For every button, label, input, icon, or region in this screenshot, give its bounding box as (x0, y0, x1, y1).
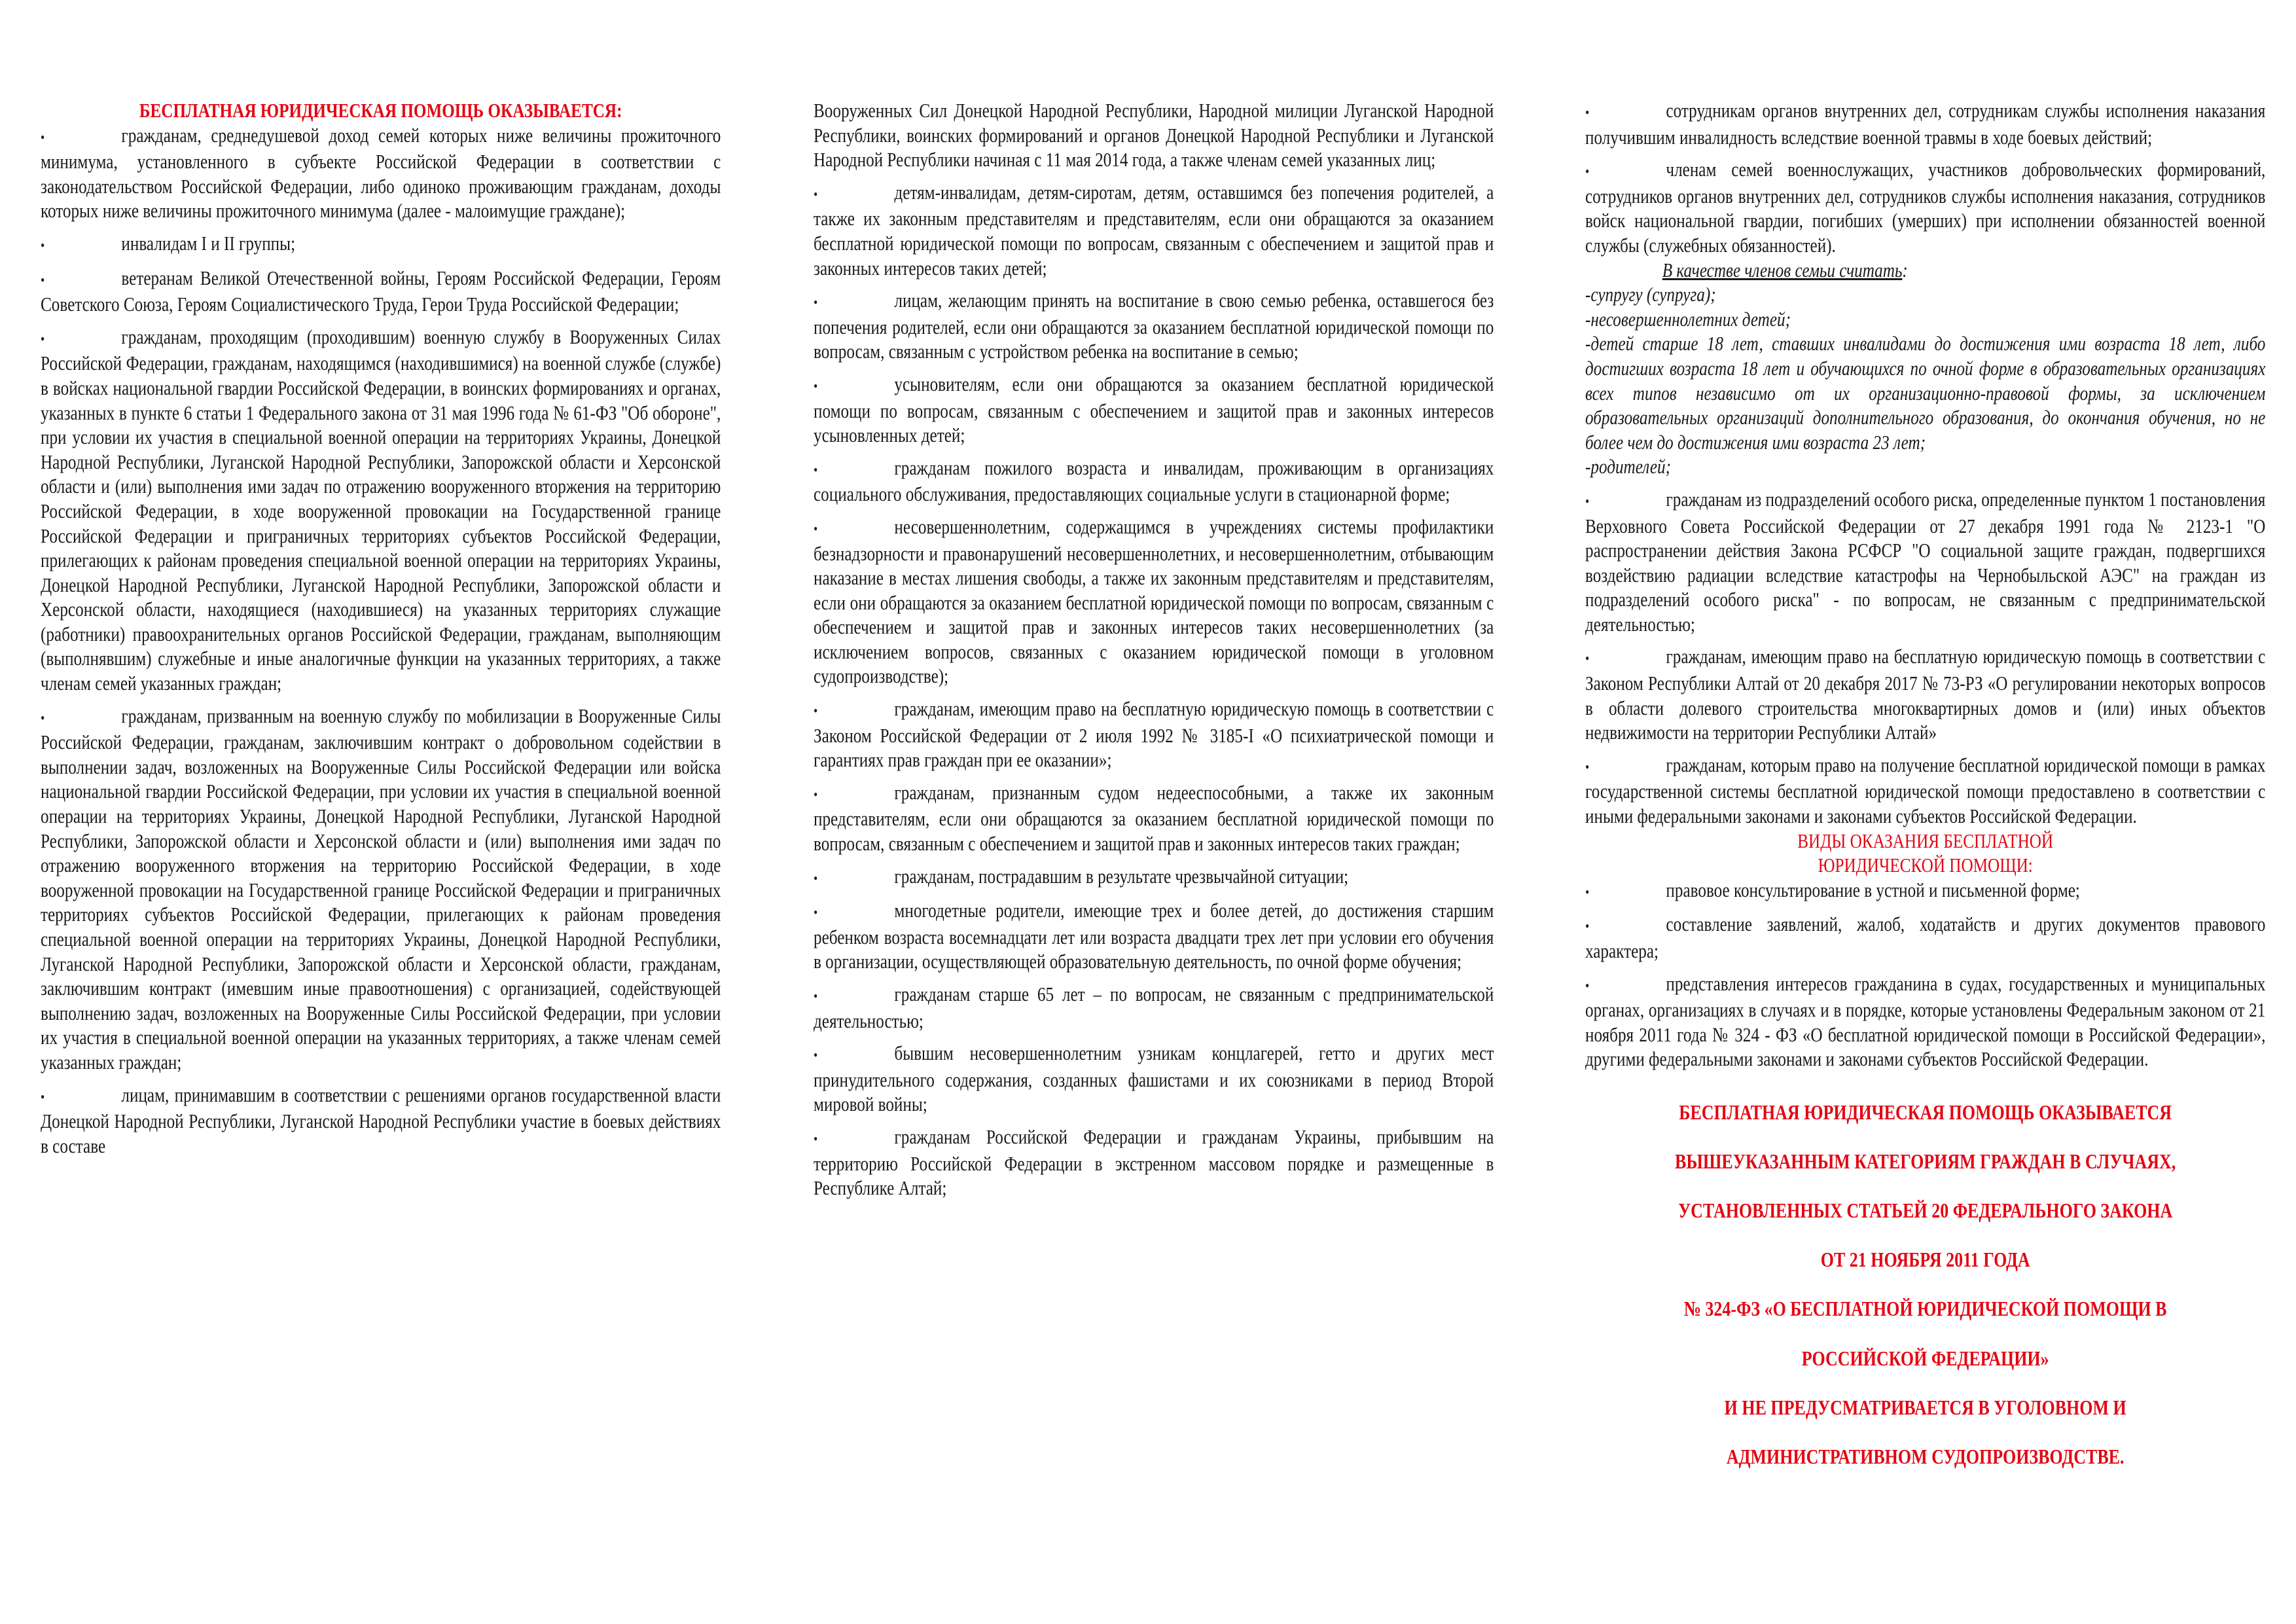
list-item-text: гражданам, проходящим (проходившим) военную службу в Вооруженных Силах Российской Федерации, гражданам, находящимся (находившимися) на военной службе (службе) в войсках национальной гвардии Российской Федерации, в воинских формированиях и органах, указанных в пункте 6 статьи 1 Федерального закона от 31 мая 1996 года № 61-ФЗ "Об обороне", при условии их участия в специальной военной операции на территориях Украины, Донецкой Народной Республики, Луганской Народной Республики, Запорожской области и Херсонской области и (или) выполнения ими задач по отражению вооруженного вторжения на территорию Российской Федерации, в ходе вооруженной провокации на Государственной границе Российской Федерации и приграничных территориях субъектов Российской Федерации, прилегающих к районам проведения специальной военной операции на территориях Украины, Донецкой Народной Республики, Луганской Народной Республики, Запорожской области и Херсонской области, находящиеся (находившиеся) на указанных территориях служащие (работники) правоохранительных органов Российской Федерации, гражданам, выполняющим (выполнявшим) служебные и иные аналогичные функции на указанных территориях, а также членам семей указанных граждан; (41, 325, 721, 695)
bullet-icon: • (41, 1088, 45, 1105)
bullet-icon: • (1585, 163, 1590, 180)
list-item-text: правовое консультирование в устной и письменной форме; (1666, 878, 2080, 901)
list-item-text: гражданам, имеющим право на бесплатную юридическую помощь в соответствии с Законом Российской Федерации от 2 июля 1992 № 3185-I «О психиатрической помощи и гарантиях прав граждан при ее оказании»; (814, 697, 1494, 772)
list-item-text: гражданам, признанным судом недееспособными, а также их законным представителям, если они обращаются за оказанием бесплатной юридической помощи по вопросам, связанным с обеспечением и защитой прав и законных интересов таких граждан; (814, 780, 1494, 856)
list-item-text: гражданам из подразделений особого риска, определенные пунктом 1 постановления Верховного Совета Российской Федерации от 27 декабря 1991 года № 2123-1 "О распространении действия Закона РСФСР "О социальной защите граждан, подвергшихся воздействию радиации вследствие катастрофы на Чернобыльской АЭС" на граждан из подразделений особого риска" - по вопросам, не связанным с предпринимательской деятельностью; (1585, 487, 2266, 636)
list-item (41, 266, 721, 317)
list-item (814, 288, 1494, 364)
list-item-text: гражданам, среднедушевой доход семей которых ниже величины прожиточного минимума, установленного в субъекте Российской Федерации в соответствии с законодательством Российской Федерации, либо одиноко проживающим гражданам, доходы которых ниже величины прожиточного минимума (далее - малоимущие граждане); (41, 123, 721, 223)
bullet-icon: • (41, 709, 45, 726)
list-item-text: ветеранам Великой Отечественной войны, Героям Российской Федерации, Героям Советского Союза, Героям Социалистического Труда, Герои Труда Российской Федерации; (41, 266, 721, 316)
types-heading-line: ВИДЫ ОКАЗАНИЯ БЕСПЛАТНОЙ (1797, 829, 2054, 852)
bullet-icon: • (41, 236, 45, 253)
list-item (41, 1083, 721, 1159)
bullet-icon: • (1585, 492, 1590, 509)
list-item (1585, 753, 2265, 829)
list-item-text: гражданам, пострадавшим в результате чрезвычайной ситуации; (894, 864, 1349, 888)
final-note-line: РОССИЙСКОЙ ФЕДЕРАЦИИ» (1801, 1346, 2049, 1370)
list-item (814, 514, 1494, 689)
list-item-text: составление заявлений, жалоб, ходатайств и других документов правового характера; (1585, 912, 2266, 962)
list-item-text: представления интересов гражданина в судах, государственных и муниципальных органах, организациях в случаях и в порядке, которые установлены Федеральным законом от 21 ноября 2011 года № 324 - ФЗ «О бесплатной юридической помощи в Российской Федерации», другими федеральными законами и законами субъектов Российской Федерации. (1585, 971, 2266, 1071)
final-note-line: ОТ 21 НОЯБРЯ 2011 ГОДА (1820, 1248, 2030, 1272)
list-item (41, 325, 721, 696)
list-item-text: гражданам старше 65 лет – по вопросам, не связанным с предпринимательской деятельностью; (814, 983, 1494, 1032)
bullet-icon: • (1585, 758, 1590, 775)
list-item (814, 864, 1494, 891)
column-left (41, 98, 721, 1166)
eligible-list-part2 (814, 180, 1494, 1200)
list-item-text: бывшим несовершеннолетним узникам концлагерей, гетто и других мест принудительного содержания, созданных фашистами и их союзниками в период Второй мировой войны; (814, 1041, 1494, 1116)
column-middle (814, 98, 1494, 1208)
bullet-icon: • (1585, 918, 1590, 935)
bullet-icon: • (1585, 650, 1590, 667)
list-item (814, 898, 1494, 974)
bullet-icon: • (814, 1130, 818, 1147)
family-members-section (1585, 258, 2265, 479)
list-item-text: гражданам, которым право на получение бесплатной юридической помощи в рамках государственной системы бесплатной юридической помощи предоставлено в соответствии с иными федеральными законами и законами субъектов Российской Федерации. (1585, 753, 2266, 828)
eligible-list-part3 (1585, 98, 2265, 258)
family-member-item: -супругу (супруга); (1585, 283, 1716, 306)
bullet-icon: • (814, 185, 818, 202)
bullet-icon: • (814, 904, 818, 921)
list-item (1585, 157, 2265, 257)
list-item (1585, 971, 2265, 1072)
bullet-icon: • (1585, 977, 1590, 994)
bullet-icon: • (41, 271, 45, 288)
family-members-title: В качестве членов семьи считать: (1662, 258, 1908, 281)
list-item (41, 704, 721, 1075)
list-item-text: лицам, желающим принять на воспитание в свою семью ребенка, оставшегося без попечения родителей, если они обращаются за оказанием бесплатной юридической помощи по вопросам, связанным с устройством ребенка на воспитание в семью; (814, 289, 1494, 363)
final-note-line: № 324-ФЗ «О БЕСПЛАТНОЙ ЮРИДИЧЕСКОЙ ПОМОЩИ В (1683, 1297, 2167, 1321)
final-note-line: И НЕ ПРЕДУСМАТРИВАЕТСЯ В УГОЛОВНОМ И (1724, 1395, 2126, 1419)
list-item-text: многодетные родители, имеющие трех и более детей, до достижения старшим ребенком возраста восемнадцати лет или возраста двадцати трех лет при условии его обучения в организации, осуществляющей образовательную деятельность, по очной форме обучения; (814, 899, 1494, 973)
list-item (814, 1125, 1494, 1200)
bullet-icon: • (1585, 883, 1590, 900)
list-item (814, 1041, 1494, 1117)
eligible-list-part1 (41, 123, 721, 1159)
list-item (41, 231, 721, 258)
list-item (814, 372, 1494, 448)
final-note (1585, 1075, 2265, 1494)
list-item-text: детям-инвалидам, детям-сиротам, детям, оставшимся без попечения родителей, а также их законным представителям и представителям, если они обращаются за оказанием бесплатной юридической помощи по вопросам, связанным с обеспечением и защитой прав и законных интересов таких детей; (814, 180, 1494, 280)
list-item-text: гражданам пожилого возраста и инвалидам, проживающим в организациях социального обслуживания, предоставляющих социальные услуги в стационарной форме; (814, 456, 1494, 506)
list-item (1585, 644, 2265, 744)
bullet-icon: • (814, 988, 818, 1004)
bullet-icon: • (814, 461, 818, 478)
list-item (1585, 878, 2265, 905)
main-heading: БЕСПЛАТНАЯ ЮРИДИЧЕСКАЯ ПОМОЩЬ ОКАЗЫВАЕТСЯ: (139, 99, 622, 122)
types-heading-line: ЮРИДИЧЕСКОЙ ПОМОЩИ: (1818, 854, 2033, 877)
list-item (1585, 98, 2265, 149)
list-item-text: лицам, принимавшим в соответствии с решениями органов государственной власти Донецкой Народной Республики, Луганской Народной Республики участие в боевых действиях в составе (41, 1083, 721, 1157)
final-note-line: БЕСПЛАТНАЯ ЮРИДИЧЕСКАЯ ПОМОЩЬ ОКАЗЫВАЕТСЯ (1679, 1100, 2172, 1124)
bullet-icon: • (814, 785, 818, 803)
list-item-text: гражданам, имеющим право на бесплатную юридическую помощь в соответствии с Законом Республики Алтай от 20 декабря 2017 № 73-РЗ «О регулировании некоторых вопросов в области долевого строительства многоквартирных домов и (или) иных объектов недвижимости на территории Республики Алтай» (1585, 645, 2266, 744)
eligible-list-part4 (1585, 487, 2265, 829)
list-item (814, 456, 1494, 507)
final-note-line: ВЫШЕУКАЗАННЫМ КАТЕГОРИЯМ ГРАЖДАН В СЛУЧАЯХ, (1675, 1149, 2176, 1173)
column-right (1585, 98, 2265, 1494)
list-item (1585, 912, 2265, 963)
list-item-text: гражданам, призванным на военную службу по мобилизации в Вооруженные Силы Российской Федерации, гражданам, заключившим контракт о добровольном содействии в выполнении задач, возложенных на Вооруженные Силы Российской Федерации или войска национальной гвардии Российской Федерации, при условии их участия в специальной военной операции на территориях Украины, Донецкой Народной Республики, Луганской Народной Республики, Запорожской области и Херсонской области и (или) выполнения ими задач по отражению вооруженного вторжения на территорию Российской Федерации, в ходе вооруженной провокации на Государственной границе Российской Федерации и приграничных территориях субъектов Российской Федерации, прилегающих к районам проведения специальной военной операции на территориях Украины, Донецкой Народной Республики, Луганской Народной Республики, Запорожской области и Херсонской области, гражданам, заключившим контракт (имевшим иные правоотношения) с организацией, содействующей выполнению задач, возложенных на Вооруженные Силы Российской Федерации, при условии их участия в специальной военной операции на указанных территориях, а также членам семей указанных граждан; (41, 704, 721, 1074)
bullet-icon: • (814, 520, 818, 537)
list-item-text: гражданам Российской Федерации и гражданам Украины, прибывшим на территорию Российской Федерации в экстренном массовом порядке и размещенные в Республике Алтай; (814, 1125, 1494, 1200)
family-member-item: -родителей; (1585, 455, 1672, 478)
list-item (814, 982, 1494, 1033)
bullet-icon: • (814, 294, 818, 311)
final-note-line: АДМИНИСТРАТИВНОМ СУДОПРОИЗВОДСТВЕ. (1726, 1444, 2125, 1468)
continued-paragraph: Вооруженных Сил Донецкой Народной Республики, Народной милиции Луганской Народной Республики, воинских формирований и органов Донецкой Народной Республики и Луганской Народной Республики начиная с 11 мая 2014 года, а также членам семей указанных лиц; (814, 99, 1494, 171)
bullet-icon: • (41, 330, 45, 347)
list-item (814, 696, 1494, 772)
final-note-line: УСТАНОВЛЕННЫХ СТАТЬЕЙ 20 ФЕДЕРАЛЬНОГО ЗАКОНА (1678, 1198, 2173, 1222)
list-item-text: сотрудникам органов внутренних дел, сотрудникам службы исполнения наказания получившим инвалидность вследствие военной травмы в ходе боевых действий; (1585, 99, 2266, 149)
list-item-text: членам семей военнослужащих, участников добровольческих формирований, сотрудников органов внутренних дел, сотрудников службы исполнения наказания, сотрудников войск национальной гвардии, погибших (умерших) при исполнении обязанностей военной службы (служебных обязанностей). (1585, 158, 2266, 257)
list-item (1585, 487, 2265, 637)
list-item-text: несовершеннолетним, содержащимся в учреждениях системы профилактики безнадзорности и правонарушений несовершеннолетних, и несовершеннолетним, отбывающим наказание в местах лишения свободы, а также их законным представителям и представителям, если они обращаются за оказанием бесплатной юридической помощи по вопросам, связанным с обеспечением и защитой прав и законных интересов таких несовершеннолетних (за исключением вопросов, связанных с оказанием юридической помощи в уголовном судопроизводстве); (814, 514, 1494, 688)
family-member-item: -детей старше 18 лет, ставших инвалидами до достижения ими возраста 18 лет, либо достигших возраста 18 лет и обучающихся по очной форме в образовательных организациях всех типов независимо от их организационно-правовой формы, за исключением образовательных организаций дополнительного образования, до окончания обучения, но не более чем до достижения ими возраста 23 лет; (1585, 332, 2266, 454)
bullet-icon: • (814, 377, 818, 394)
bullet-icon: • (41, 128, 45, 145)
bullet-icon: • (814, 869, 818, 886)
family-member-item: -несовершеннолетних детей; (1585, 307, 1791, 331)
list-item (41, 123, 721, 223)
list-item-text: инвалидам I и II группы; (121, 231, 296, 255)
bullet-icon: • (1585, 104, 1590, 120)
types-list (1585, 878, 2265, 1072)
list-item-text: усыновителям, если они обращаются за оказанием бесплатной юридической помощи по вопросам, связанным с обеспечением и защитой прав и законных интересов усыновленных детей; (814, 372, 1494, 447)
list-item (814, 180, 1494, 280)
list-item (814, 780, 1494, 856)
bullet-icon: • (814, 1047, 818, 1064)
bullet-icon: • (814, 702, 818, 719)
types-heading (1585, 829, 2265, 878)
